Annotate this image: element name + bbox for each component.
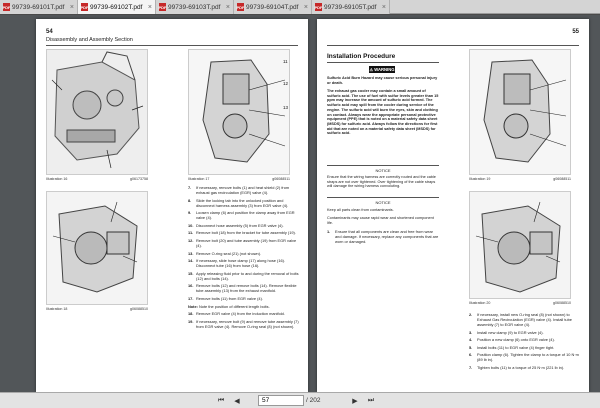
pdf-page-left — [36, 19, 308, 392]
tab-label: 99739-69103T.pdf — [168, 3, 221, 11]
list-item: 8. Slide the locking tab into the unlocked position and disconnect harness assembly (3) from EGR valve (4). — [188, 197, 289, 208]
section-heading: Installation Procedure — [327, 53, 396, 60]
tab-pdf-1[interactable] — [0, 0, 78, 14]
next-page-icon[interactable]: ▶ — [352, 397, 358, 405]
list-item: 12. Remove bolt (20) and tube assembly (19) from EGR valve (4). — [188, 237, 297, 248]
list-item: 7. Tighten bolts (11) to a torque of 25 N·m (221 lb in). — [469, 364, 565, 370]
close-icon[interactable]: × — [147, 3, 152, 11]
page-total: / 202 — [306, 397, 321, 404]
list-item: 3. Install new clamp (9) to EGR valve (4). — [469, 329, 544, 335]
list-item: 1. Ensure that all components are clean and free from wear and damage. If necessary, replace any components that are worn or damaged. — [327, 229, 439, 244]
list-item: 4. Position a new clamp (6) onto EGR valve (4). — [469, 337, 555, 343]
header-rule — [46, 45, 298, 46]
tab-pdf-3[interactable] — [156, 0, 234, 14]
header-rule — [327, 45, 579, 46]
tab-pdf-4[interactable] — [234, 0, 312, 14]
warning-title: Sulfuric Acid Burn Hazard may cause serious personal injury or death. — [327, 76, 438, 85]
first-page-icon[interactable]: ⏮ — [217, 396, 225, 404]
list-item: 14. If necessary, slide hose clamp (17) along hose (16). Disconnect tube (16) from hose (16). — [188, 258, 286, 269]
list-item: 15. Apply releasing fluid prior to and during the removal of bolts (12) and bolts (14). — [188, 270, 299, 281]
last-page-icon[interactable]: ⏭ — [367, 396, 375, 404]
notice-body: Ensure that the wiring harness are correctly routed and the cable straps are not over tightened. Over tightening of the cable straps will damage the wiring harness convoluting. — [327, 175, 436, 189]
warning-body: The exhaust gas cooler may contain a small amount of sulfuric acid. The use of fuel with sulfur levels greater than 15 ppm may increase the amount of sulfuric acid formed. The sulfuric acid may spill from the cooler during service of the engine. The sulfuric acid will burn the eyes, skin and clothing on contact. Always wear the appropriate personal protective equipment (PPE) that is noted on a material safety data sheet (MSDS) for sulfuric acid. Always follow the directions for first aid that are noted on a material safety data sheet (MSDS) for sulfuric acid. — [327, 89, 439, 136]
list-item: 19. If necessary, remove bolt (9) and remove tube assembly (7) from EGR valve (4). Remove O-ring seal (8) (not shown). — [188, 318, 299, 329]
pdf-page-right — [317, 19, 589, 392]
list-item: 5. Install bolts (11) to EGR valve (4) finger tight. — [469, 344, 555, 350]
engine-illustration — [46, 49, 148, 175]
document-viewport[interactable] — [0, 15, 600, 392]
list-item: 6. Position clamp (6). Tighten the clamp to a torque of 10 N·m (89 lb in). — [469, 352, 579, 363]
notice-rule — [327, 165, 439, 166]
notice-body: Keep all parts clean from contaminants. — [327, 208, 394, 212]
callout-label: 12 — [283, 81, 289, 86]
tab-label: 99739-69105T.pdf — [324, 3, 377, 11]
procedure-steps — [469, 312, 581, 373]
engine-illustration — [46, 191, 148, 305]
callout-label: 11 — [283, 59, 288, 64]
list-item: 17. Remove bolts (11) from EGR valve (4). — [188, 295, 263, 301]
page-number: 55 — [572, 29, 579, 35]
list-item: 9. Loosen clamp (6) and position the clamp away from EGR valve (4). — [188, 210, 295, 221]
page-number: 54 — [46, 29, 53, 35]
notice-label: NOTICE — [375, 168, 391, 173]
warning-icon: ⚠ — [369, 67, 374, 72]
notice-label: NOTICE — [375, 200, 391, 205]
tab-label: 99739-69101T.pdf — [12, 3, 65, 11]
tab-label: 99739-69104T.pdf — [246, 3, 299, 11]
close-icon[interactable]: × — [225, 3, 230, 11]
section-title: Disassembly and Assembly Section — [46, 37, 133, 43]
engine-illustration — [469, 191, 571, 299]
list-item: 13. Remove O-ring seal (21) (not shown). — [188, 250, 262, 256]
figure-caption: Illustration 19 g06088511 — [469, 177, 571, 181]
list-item: 18. Remove EGR valve (4) from the induction manifold. — [188, 311, 285, 317]
close-icon[interactable]: × — [381, 3, 386, 11]
notice-rule — [327, 197, 439, 198]
procedure-steps — [188, 185, 300, 331]
engine-illustration — [188, 49, 290, 175]
tab-pdf-5[interactable] — [312, 0, 390, 14]
procedure-steps — [327, 229, 439, 247]
list-item: 7. If necessary, remove bolts (1) and heat shield (2) from exhaust gas recirculation (EGR) valve (4). — [188, 185, 290, 195]
pdf-file-icon: PDF — [236, 4, 245, 10]
list-item: 16. Remove bolts (12) and remove bolts (14). Remove flexible tube assembly (13) from the exhaust manifold. — [188, 283, 297, 294]
notice-body: Contaminants may cause rapid wear and shortened component life. — [327, 216, 434, 225]
pdf-file-icon: PDF — [158, 4, 167, 10]
figure-caption: Illustration 20 g06088510 — [469, 301, 571, 305]
pdf-file-icon: PDF — [314, 4, 323, 10]
navigation-toolbar — [0, 392, 600, 408]
figure-caption: Illustration 18 g06088510 — [46, 307, 148, 311]
figure-caption: Illustration 16 g06173758 — [46, 177, 148, 181]
prev-page-icon[interactable]: ◀ — [234, 397, 240, 405]
figure-caption: Illustration 17 g06088511 — [188, 177, 290, 181]
warning-label: ⚠ WARNING — [369, 67, 395, 72]
list-item: Note: Note the position of different length bolts. — [188, 303, 270, 309]
tab-label: 99739-69102T.pdf — [90, 3, 143, 11]
page-number-input[interactable]: 57 — [258, 395, 304, 406]
list-item: 11. Remove bolt (18) from the bracket for tube assembly (19). — [188, 230, 296, 236]
tab-pdf-2[interactable] — [78, 0, 156, 14]
close-icon[interactable]: × — [303, 3, 308, 11]
list-item: 2. If necessary, install new O-ring seal (8) (not shown) to Exhaust Gas Recirculation (EGR) valve (4). Install tube assembly (7) to EGR valve (4). — [469, 312, 572, 327]
heading-rule — [327, 62, 439, 63]
list-item: 10. Disconnect hose assembly (5) from EGR valve (4). — [188, 222, 284, 228]
close-icon[interactable]: × — [69, 3, 74, 11]
callout-label: 13 — [283, 105, 289, 110]
engine-illustration — [469, 49, 571, 175]
tab-bar — [0, 0, 600, 14]
pdf-file-icon: PDF — [2, 4, 11, 10]
pdf-file-icon: PDF — [80, 4, 89, 10]
